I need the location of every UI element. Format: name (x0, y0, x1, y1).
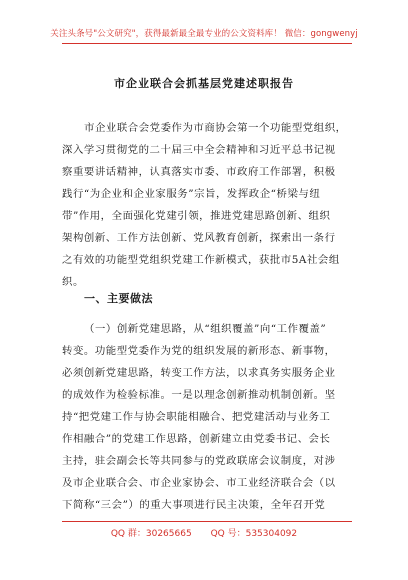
section-heading: 一、主要做法 (84, 292, 153, 305)
paragraph-line: （一）创新党建思路，从“组织覆盖”向“工作覆盖” (84, 323, 327, 335)
paragraph-line: 架构创新、工作方法创新、党风教育创新，探索出一条行 (62, 232, 336, 244)
paragraph-line: 的成效作为检验标准。一是以理念创新推动机制创新。坚 (62, 389, 336, 401)
paragraph-line: 之有效的功能型党组织党建工作新模式，获批市5A社会组 (62, 254, 340, 266)
paragraph-line: 带”作用，全面强化党建引领，推进党建思路创新、组织 (62, 210, 331, 222)
paragraph-line: 织。 (62, 276, 84, 288)
section-paragraph (62, 318, 354, 516)
header-divider (62, 43, 352, 44)
paragraph-line: 持“把党建工作与协会职能相融合、把党建活动与业务工 (62, 411, 331, 423)
intro-paragraph (62, 117, 354, 293)
footer-divider (62, 521, 352, 522)
footer-qq-number: QQ 号：535304092 (210, 529, 298, 539)
paragraph-line: 市企业联合会党委作为市商协会第一个功能型党组织， (84, 122, 347, 134)
paragraph-line: 转变。功能型党委作为党的组织发展的新形态、新事物， (62, 345, 336, 357)
paragraph-line: 践行“为企业和企业家服务”宗旨，发挥政企“桥梁与纽 (62, 188, 321, 200)
paragraph-line: 作相融合”的党建工作思路，创新建立由党委书记、会长 (62, 433, 331, 445)
footer-qq-group: QQ 群：30265665 (110, 529, 192, 539)
paragraph-line: 深入学习贯彻党的二十届三中全会精神和习近平总书记视 (62, 144, 336, 156)
paragraph-line: 察重要讲话精神，认真落实市委、市政府工作部署，积极 (62, 166, 336, 178)
document-title: 市企业联合会抓基层党建述职报告 (114, 77, 294, 90)
header-promo-note: 关注头条号"公文研究"，获得最新最全最专业的公文资料库！ 微信：gongwenyj (50, 29, 358, 39)
paragraph-line: 下简称“三会”）的重大事项进行民主决策，全年召开党 (62, 499, 326, 511)
footer-contact (0, 526, 408, 539)
paragraph-line: 必须创新党建思路，转变工作方法，以求真务实服务企业 (62, 367, 336, 379)
paragraph-line: 主持，驻会副会长等共同参与的党政联席会议制度，对涉 (62, 455, 336, 467)
paragraph-line: 及市企业联合会、市企业家协会、市工业经济联合会（以 (62, 477, 336, 489)
